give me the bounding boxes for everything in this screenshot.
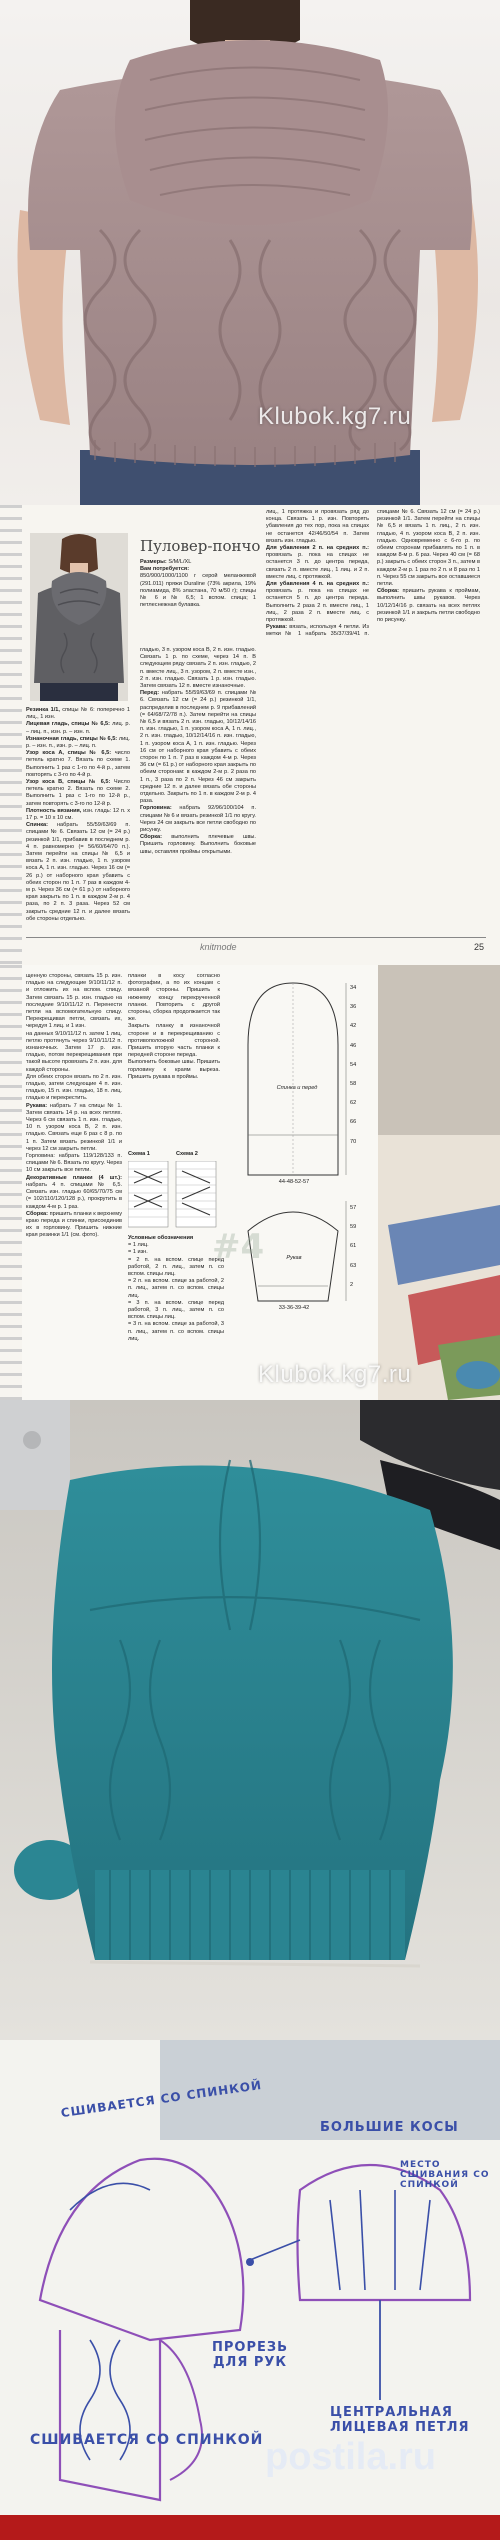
- sizes-label: Размеры:: [140, 559, 167, 565]
- sleeve-label: Рукав: [286, 1255, 302, 1261]
- schematic-col2-paragraph: [128, 1023, 220, 1059]
- magazine-col2-heading: Перед:: [140, 690, 160, 697]
- magazine-col3-text: провязать р. пока на спицах не останется 3 п. до центра переда, связать 2 п. вместе лиц., 1 лиц. и 2 п. вместе лиц. с протяжкой.: [266, 552, 369, 580]
- watermark: Klubok.kg7.ru: [258, 1361, 412, 1388]
- schematic-col1-paragraph: [26, 973, 122, 1031]
- spiral-binding: [0, 505, 22, 965]
- magazine-col1-paragraph: [26, 736, 130, 750]
- pattern-title: Пуловер-пончо: [140, 537, 261, 555]
- schematic-col1-text: Для обеих сторон вязать по 2 п. изн. гладью, затем следующие 4 п. изн. гладью, 15 п. изн. гладью, 18 п. лиц. гладью и перекрестить.: [26, 1073, 122, 1102]
- magazine-page: [0, 505, 500, 965]
- back-height-dim: 34: [350, 985, 357, 991]
- legend-item: = 1 изн.: [128, 1249, 148, 1256]
- magazine-col3-text: лиц., 1 протяжка и провязать ряд до конца. Связать 1 р. изн. Повторять убавления до тех пор, пока на спицах не останется 42/46/50/54 п. Затем вязать изн. гладью.: [266, 509, 369, 544]
- back-height-dim: 62: [350, 1100, 357, 1107]
- sleeve-height-dim: 61: [350, 1243, 357, 1250]
- page-number: 25: [474, 942, 485, 952]
- sizes-value: S/M/L/XL: [168, 559, 192, 565]
- magazine-col1-text: лиц. р. – лиц. п., изн. р. – изн. п.: [26, 721, 131, 735]
- schematic-col1-text: щенную стороны, связать 15 р. изн. гладью на следующие 9/10/11/12 п. и отложить их на вспом. спицу. Затем связать 15 р. изн. гладью на последние 9/10/11/12 п. Перенести петли на вспомогательную спицу. Перекрещивая петли, связать их, чередуя 1 лиц. и 1 изн.: [26, 973, 122, 1030]
- schematic-text-column-1: [26, 973, 122, 1240]
- label-seam-top: СШИВАЕТСЯ СО СПИНКОЙ: [60, 2077, 263, 2121]
- back-height-dim: 70: [350, 1138, 357, 1145]
- magazine-col3-paragraph: [377, 588, 480, 624]
- back-height-dim: 54: [350, 1061, 357, 1068]
- brand-footer: knitmode: [200, 942, 237, 952]
- magazine-col3-heading: Сборка:: [377, 588, 400, 595]
- magazine-stack-photo: [378, 965, 500, 1400]
- magazine-col2-paragraph: [140, 690, 256, 805]
- schematic-col1-text: набрать 4 п. спицами № 6,5. Связать изн. гладью 60/65/70/75 см (= 102/110/120/128 р.), прокрутить в каждом 4-м р. 1 раз.: [26, 1181, 122, 1210]
- back-height-dim: 46: [350, 1042, 357, 1049]
- magazine-col1-heading: Спинка:: [26, 822, 49, 829]
- schematic-col2-paragraph: [128, 973, 220, 1023]
- legend-title: Условные обозначения: [128, 1235, 194, 1241]
- back-front-label: Спинка и перед: [276, 1085, 318, 1091]
- magazine-col1-paragraph: [26, 808, 130, 822]
- schematic-col1-paragraph: [26, 1175, 122, 1211]
- magazine-col1-heading: Резинка 1/1,: [26, 707, 60, 713]
- schematic-col1-paragraph: [26, 1211, 122, 1240]
- scheme-2-label: Схема 2: [176, 1151, 198, 1157]
- magazine-col2-text: набрать 55/59/63/69 п. спицами № 6. Связать 12 см (= 24 р.) резинкой 1/1, распределив в последнем р. 9 прибавлений (= 64/68/72/78 п.). Затем перейти на спицы № 6,5 и вязать 2 п. изн. гладью, 10/12/14/16 п. изн. гладью, 1 п. узором коса А, 1 п. лиц., 2 п. изн. гладью, 10/12/14/16 п. изн. гладью, 1 п. узором коса А, 1 п. изн. гладью. Через 16 см от наборного края убавить с обеих сторон по 1 п. 7 раз в каждом 4-м р. Через 36 см (= 61 р.) от наборного края закрыть по обеим сторонам: в каждом 2-м р. 2 раза по 1 п., 3 раза по 2 п. Через 46 см закрыть средние 12 п. и далее вязать обе стороны отдельно. Закрыть по 1 п. в каждом 2-м р. 4 раза.: [140, 690, 256, 805]
- schematic-col1-heading: Сборка:: [26, 1210, 49, 1217]
- sleeve-height-dims: [350, 1205, 374, 1301]
- sleeve-width-dims: 33-36-39-42: [278, 1305, 310, 1311]
- magazine-col3-heading: Для убавления 4 п. на средних п.:: [266, 581, 369, 588]
- schematic-col2-text: Выполнить боковые швы. Пришить горловину к краям выреза. Пришить рукава в проймы.: [128, 1059, 220, 1080]
- magazine-col1-text: набрать 55/59/63/69 п. спицами № 6. Связать 12 см (= 24 р.) резинкой 1/1, прибавив в последнем р. 4 п. равномерно (= 56/60/64/70 п.). Затем перейти на спицы № 6,5 и вязать 2 п. изн. гладью, 1 п. узором коса А, 1 п. изн. гладью. Через 16 см (= 26 р.) от наборного края убавить с обеих сторон по 1 п. 7 раз в каждом 4-м р. Через 36 см (= 61 р.) от наборного края закрыть по 1 п. в каждом 2-м р. 4 раза, по 2 п. 3 раза. Через 52 см закрыть средние 12 п. и далее вязать обе стороны отдельно.: [26, 822, 130, 922]
- instructions-column-3: [266, 509, 480, 919]
- back-height-dims: [350, 985, 374, 1158]
- magazine-col1-heading: Узор коса В, спицы № 6,5:: [26, 779, 111, 786]
- schematic-col2-text: планки в косу согласно фотографии, а по их концам с вязаной стороны. Пришить к нижнему концу перекрученной планки. Повторить с другой стороны, сборка продолжается так же.: [128, 973, 220, 1023]
- teal-knitting-illustration: [0, 1400, 500, 2040]
- legend: [128, 1235, 224, 1343]
- sleeve-height-dim: 63: [350, 1262, 357, 1269]
- label-seam-bottom: СШИВАЕТСЯ СО СПИНКОЙ: [30, 2432, 264, 2448]
- label-seam-place: МЕСТО СШИВАНИЯ СО СПИНКОЙ: [400, 2160, 490, 2190]
- magazine-col3-text: провязать р. пока на спицах не останется 5 п. до центра переда. Выполнить 2 раза 2 п. вместе лиц., 1 лиц., 2 раза 2 п. вместе лиц. с протяжкой.: [266, 588, 369, 624]
- magazine-col1-heading: Изнаночная гладь, спицы № 6,5:: [26, 735, 118, 742]
- magazine-col1-heading: Узор коса А, спицы № 6,5:: [26, 750, 112, 757]
- magazine-col2-paragraph: [140, 834, 256, 856]
- instructions-column-1: [26, 707, 130, 923]
- magazine-col1-paragraph: [26, 822, 130, 923]
- magazine-col1-paragraph: [26, 707, 130, 721]
- back-height-dim: 42: [350, 1023, 357, 1030]
- back-height-dim: 66: [350, 1119, 357, 1126]
- schematic-col1-heading: Декоративные планки (4 шт.):: [26, 1174, 122, 1181]
- magazine-col2-text: гладью, 3 п. узором коса В, 2 п. изн. гладью. Связать 1 р. по схеме, через 14 п. В следующем ряду связать 2 п. изн. гладью, 2 п. вместе лиц., 3 п. узором, 2 п. вместе изн., 2 п. изн. гладью. Связать 1 р. изн. гладью. Затем связать 12 п. вместе изнаночные.: [140, 647, 256, 690]
- scheme-charts: [128, 1161, 220, 1229]
- sleeve-height-dim: 59: [350, 1224, 357, 1231]
- legend-item: = 2 п. на вспом. спице за работой, 2 п. лиц., затем п. со вспом. спицы лиц.: [128, 1278, 224, 1299]
- schematic-col2-text: Закрыть планку в изнаночной стороне и в перекрещиванию с противоположной стороной. Пришить вторую часть планки к передней стороне переда.: [128, 1023, 220, 1059]
- model-photo: [30, 533, 128, 701]
- magazine-col3-text: вязать, используя 4 петли. Из метки № 1 набрать 35/37/39/41 п. спицами № 6. Связать 12 см (= 24 р.) резинкой 1/1. Затем перейти на спицы № 6,5 и вязать 1 п. лиц., 2 п. изн. гладью, 4 п. узором коса В, 2 п. изн. гладью. Одновременно с 6-го р. по обеим сторонам прибавлять по 1 п. в каждом 8-м р. 6 раз. Через 40 см (= 68 р.) закрыть с обеих сторон 3 п., затем в каждом 2-м р. 1 раз по 2 п. и 8 раз по 1 п. Через 55 см закрыть все оставшиеся петли.: [266, 509, 480, 638]
- magazine-col2-text: набрать 92/96/100/104 п. спицами № 6 и вязать резинкой 1/1 по кругу. Через 24 см закрыть все петли свободно по рисунку.: [140, 805, 256, 834]
- schematic-col1-paragraph: [26, 1031, 122, 1074]
- legend-item: = 1 лиц.: [128, 1242, 149, 1249]
- magazine-col2-paragraph: [140, 647, 256, 690]
- postila-logo: postila.ru: [265, 2436, 437, 2478]
- magazine-col1-text: изн. гладь: 12 п. х 17 р. = 10 х 10 см.: [26, 807, 131, 822]
- footer-rule: [26, 937, 486, 938]
- magazine-col2-paragraph: [140, 805, 256, 834]
- need-label: Вам потребуется:: [140, 566, 190, 573]
- schematic-text-column-2: [128, 973, 220, 1081]
- back-front-schematic: [228, 975, 358, 1185]
- label-central-stitch: ЦЕНТРАЛЬНАЯ ЛИЦЕВАЯ ПЕТЛЯ: [330, 2405, 470, 2435]
- label-big-braids: БОЛЬШИЕ КОСЫ: [320, 2120, 459, 2135]
- magazine-col1-paragraph: [26, 721, 130, 735]
- magazine-col3-text: пришить рукава к проймам, выполнить швы рукавов. Через 10/12/14/16 р. связать на всех петлях резинкой 1/1 и закрыть петли свободно по рисунку.: [377, 588, 480, 624]
- schematic-col1-paragraph: [26, 1153, 122, 1175]
- back-width-dims: 44-48-52-57: [278, 1179, 310, 1185]
- magazine-col1-text: лиц. р. – изн. п., изн. р. – лиц. п.: [26, 735, 130, 750]
- schematic-page: [0, 965, 500, 1400]
- magazine-col2-heading: Горловина:: [140, 805, 172, 812]
- magazine-col1-paragraph: [26, 750, 130, 779]
- handwritten-mark: #4: [212, 1227, 265, 1267]
- spiral-binding-2: [0, 965, 22, 1400]
- schematic-col1-text: набрать 7 на спицы № 1. Затем связать 14 р. на всех петлях. Через 6 см связать 1 п. изн. гладью, 10 п. узором коса В, 2 п. изн. гладью. Связать еще 6 раз с 8 р. по 1 п. Затем вязать резинкой 1/1 и через 12 см закрыть петли.: [26, 1102, 122, 1152]
- magazine-col1-heading: Лицевая гладь, спицы № 6,5:: [26, 721, 110, 728]
- back-height-dim: 36: [350, 1004, 357, 1011]
- schematic-col2-paragraph: [128, 1059, 220, 1081]
- sweater-illustration: [0, 0, 500, 505]
- magazine-col2-text: выполнить плечевые швы. Пришить горловину. Выполнить боковые швы, оставляя проймы открытыми.: [140, 834, 256, 855]
- need-text: 850/900/1000/1100 г серой меланжевой (291.011) пряжи Duraline (73% акрила, 19% полиамида, 8% эластана, 70 м/50 г); спицы № 6 и № 6,5; 1 вспом. спица; 1 петлеснежная булавка.: [140, 573, 256, 609]
- magazine-col1-text: спицы № 6: поперечно 1 лиц., 1 изн.: [26, 707, 130, 721]
- magazine-col3-heading: Рукава:: [266, 624, 288, 631]
- magazine-col1-text: число петель кратно 7. Вязать по схеме 1. Выполнить 1 раз с 1-го по 4-й р., затем повторять с 3-го по 4-й р.: [26, 750, 130, 778]
- hand-sketch: [0, 2040, 500, 2540]
- schematic-col1-paragraph: [26, 1074, 122, 1103]
- magazine-col1-text: Число петель кратно 2. Вязать по схеме 2. Выполнить 1 раз с 1-го по 12-й р., затем повторять с 3-го по 12-й р.: [26, 779, 130, 807]
- magazine-col1-paragraph: [26, 779, 130, 808]
- watermark: Klubok.kg7.ru: [258, 403, 412, 430]
- instructions-column-2: [140, 647, 256, 856]
- schematic-col1-text: Горловина: набрать 119/128/133 п. спицами № 6. Вязать по кругу. Через 10 см закрыть все петли.: [26, 1153, 122, 1174]
- legend-items: [128, 1242, 224, 1343]
- scheme-1-label: Схема 1: [128, 1151, 150, 1157]
- schematic-col1-heading: Рукава:: [26, 1102, 48, 1109]
- legend-item: = 3 п. на вспом. спице перед работой, 3 п. лиц., затем п. со вспом. спицы лиц.: [128, 1299, 224, 1321]
- wip-photo: [0, 1400, 500, 2040]
- magazine-col3-paragraph: [266, 545, 369, 581]
- magazine-col3-paragraph: [266, 581, 369, 624]
- legend-item: = 3 п. на вспом. спице за работой, 3 п. лиц., затем п. со вспом. спицы лиц.: [128, 1321, 224, 1342]
- materials-block: [140, 559, 256, 609]
- magazine-col2-heading: Сборка:: [140, 834, 163, 841]
- label-arm-slit: ПРОРЕЗЬ ДЛЯ РУК: [211, 2340, 288, 2370]
- sleeve-height-dim: 57: [350, 1205, 357, 1211]
- sweater-photo: [0, 0, 500, 505]
- magazine-col3-paragraph: [266, 509, 369, 545]
- schematic-col1-text: пришить планки к верхнему краю переда и спинки, присоединив их в горловину. Пришить нижние края резинки 1/1 (см. фото).: [26, 1210, 122, 1239]
- legend-item: = 2 п. на вспом. спице перед работой, 2 п. лиц., затем п. со вспом. спицы лиц.: [128, 1256, 224, 1278]
- magazine-col3-heading: Для убавления 2 п. на средних п.:: [266, 545, 369, 552]
- sleeve-height-dim: 2: [350, 1281, 354, 1288]
- schematic-col1-text: на данных 9/10/11/12 п. затем 1 лиц. петлю протянуть через 9/10/11/12 п. изнаночных. Затем 17 р. изн. гладью, потом перекрещивания при такой высоте провязать 2 п. изн. для каждой стороны.: [26, 1030, 122, 1073]
- schematic-col1-paragraph: [26, 1103, 122, 1153]
- magazine-col1-heading: Плотность вязания,: [26, 807, 82, 814]
- back-height-dim: 58: [350, 1081, 357, 1088]
